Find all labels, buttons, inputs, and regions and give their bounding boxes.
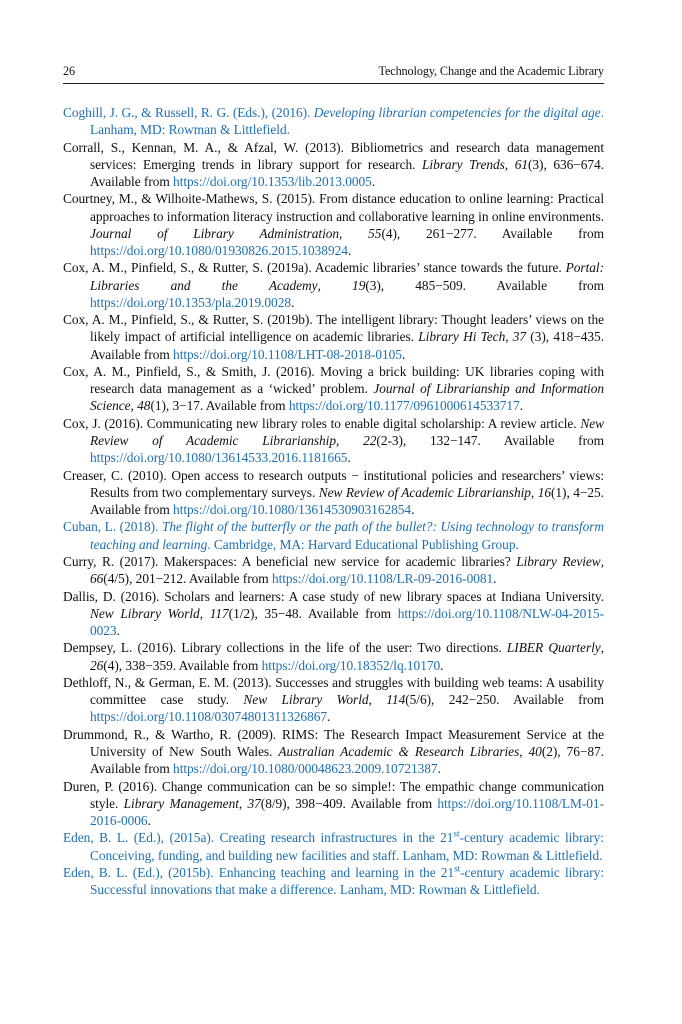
reference-italic-text: 40 (528, 743, 542, 759)
reference-text: Drummond, R., & Wartho, R. (2009). RIMS: The Research Impact Measurement Service at the University of New South Wales. (63, 726, 604, 759)
reference-italic-text: 26 (90, 657, 104, 673)
reference-italic-text: The flight of the butterfly or the path of the bullet?: Using technology to transform teaching and learning (90, 519, 605, 552)
doi-link[interactable]: https://doi.org/10.1353/pla.2019.0028 (90, 294, 291, 310)
reference-text: , (600, 553, 604, 569)
reference-text: Coghill, J. G., & Russell, R. G. (Eds.), (2016). (63, 105, 314, 120)
reference-text: Curry, R. (2017). Makerspaces: A beneficial new service for academic libraries? (63, 553, 517, 569)
reference-italic-text: New Library World (90, 605, 200, 621)
reference-text: . (493, 571, 497, 587)
reference-italic-text: Library Hi Tech (418, 329, 506, 345)
header-rule (63, 83, 604, 84)
reference-text: . Cambridge, MA: Harvard Educational Publishing Group. (207, 536, 519, 552)
reference-italic-text: Library Trends (422, 156, 505, 172)
reference-italic-text: Journal of Library Administration (90, 225, 340, 241)
reference-text: . (401, 346, 406, 362)
reference-text: . (519, 398, 524, 414)
reference-italic-text: 22 (363, 432, 377, 448)
reference-entry (63, 778, 604, 830)
reference-text: Duren, P. (2016). Change communication can be so simple!: The empathic change communication style. (63, 778, 604, 811)
reference-text: Corrall, S., Kennan, M. A., & Afzal, W. (2013). Bibliometrics and research data management services: Emerging trends in library support for research. (63, 139, 604, 172)
reference-text: Dempsey, L. (2016). Library collections in the life of the user: Two directions. (63, 640, 507, 656)
reference-text: . (371, 174, 376, 189)
reference-entry (63, 726, 604, 778)
reference-italic-text: Journal of Librarianship and Information Science (90, 381, 604, 414)
doi-link[interactable]: https://doi.org/10.1108/LM-01-2016-0006 (90, 795, 604, 828)
reference-text: (3), 485−509. Available from (365, 277, 604, 293)
reference-text: , (238, 795, 248, 811)
reference-text: (4/5), 201−212. Available from (103, 571, 272, 587)
reference-text: Eden, B. L. (Ed.), (2015b). Enhancing teaching and learning in the 21 (63, 864, 455, 880)
reference-text: (2), 76−87. Available from (90, 743, 604, 777)
doi-link[interactable]: https://doi.org/10.1080/00048623.2009.10721387 (173, 761, 438, 777)
doi-link[interactable]: https://doi.org/10.1080/13614530903162854 (173, 501, 412, 517)
reference-italic-text: 37 (247, 795, 261, 811)
reference-text: , (199, 605, 210, 621)
reference-text: . (327, 709, 331, 725)
reference-entry[interactable] (63, 864, 604, 898)
reference-text: , (317, 277, 353, 293)
reference-text: (4), 338−359. Available from (103, 657, 262, 673)
reference-text: . (347, 243, 352, 258)
reference-text: (8/9), 398−409. Available from (260, 795, 438, 811)
reference-entry (63, 363, 604, 415)
reference-italic-text: 117 (209, 605, 229, 621)
reference-text: (3), 418−435. Available from (90, 329, 604, 362)
doi-link[interactable]: https://doi.org/10.1108/LHT-08-2018-0105 (173, 346, 402, 362)
reference-text: . Lanham, MD: Rowman & Littlefield. (90, 105, 604, 138)
reference-text: -century academic library: Conceiving, funding, and building new facilities and staff. Lanham, MD: Rowman & Littlefield. (90, 830, 604, 863)
reference-entry (63, 588, 604, 640)
reference-entry[interactable] (63, 829, 604, 863)
reference-text: Eden, B. L. (Ed.), (2015a). Creating research infrastructures in the 21 (63, 830, 454, 846)
reference-text: , (530, 484, 538, 500)
running-header (63, 64, 604, 79)
reference-italic-text: 19 (352, 277, 366, 293)
reference-italic-text: 55 (368, 225, 382, 241)
reference-italic-text: Library Management (123, 795, 239, 811)
reference-italic-text: Library Review (516, 553, 601, 569)
reference-italic-text: New Review of Academic Librarianship (318, 484, 531, 500)
doi-link[interactable]: https://doi.org/10.18352/lq.10170 (261, 657, 441, 673)
reference-text: Cox, J. (2016). Communicating new library roles to enable digital scholarship: A review article. (63, 415, 581, 431)
reference-entry (63, 553, 604, 587)
reference-text: Cox, A. M., Pinfield, S., & Rutter, S. (2019a). Academic libraries’ stance towards the future. (63, 260, 566, 276)
reference-text: Creaser, C. (2010). Open access to research outputs − institutional policies and researchers’ views: Results from two complementary surveys. (63, 467, 604, 500)
reference-text: . (347, 450, 351, 466)
page-number: 26 (63, 64, 75, 78)
reference-italic-text: 114 (386, 692, 406, 708)
reference-text: (4), 261−277. Available from (381, 225, 604, 241)
reference-text: . (440, 657, 444, 673)
reference-italic-text: Developing librarian competencies for the digital age (313, 105, 601, 120)
reference-text: . (437, 761, 441, 777)
reference-entry (63, 639, 604, 673)
reference-text: , (504, 156, 515, 172)
doi-link[interactable]: https://doi.org/10.1108/03074801311326867 (90, 709, 328, 725)
reference-entry (63, 259, 604, 311)
reference-text: Cuban, L. (2018). (63, 519, 162, 535)
doi-link[interactable]: https://doi.org/10.1108/NLW-04-2015-0023 (90, 605, 604, 638)
reference-text: (2-3), 132−147. Available from (376, 432, 604, 448)
reference-italic-text: 66 (90, 571, 104, 587)
reference-text: , (505, 329, 513, 345)
doi-link[interactable]: https://doi.org/10.1108/LR-09-2016-0081 (271, 571, 494, 587)
reference-list (63, 104, 604, 899)
reference-text: Dethloff, N., & German, E. M. (2013). Successes and struggles with building web teams: A usability committee case study. (63, 674, 604, 708)
reference-text: . (411, 501, 415, 517)
running-title: Technology, Change and the Academic Library (378, 64, 604, 78)
reference-text: , (368, 692, 387, 708)
reference-entry (63, 311, 604, 363)
reference-text: Cox, A. M., Pinfield, S., & Smith, J. (2016). Moving a brick building: UK libraries coping with research data management as a ‘wicked’ problem. (63, 363, 604, 397)
reference-italic-text: New Review of Academic Librarianship (90, 415, 604, 448)
reference-text: (5/6), 242−250. Available from (405, 692, 604, 708)
reference-entry (63, 674, 604, 726)
reference-italic-text: LIBER Quarterly (506, 640, 601, 656)
doi-link[interactable]: https://doi.org/10.1353/lib.2013.0005 (173, 174, 372, 189)
ordinal-superscript: st (454, 864, 461, 875)
reference-text: (1/2), 35−48. Available from (228, 605, 398, 621)
reference-text: . (116, 622, 120, 638)
reference-text: , (336, 432, 364, 448)
reference-italic-text: New Library World (243, 692, 369, 708)
reference-text: , (130, 398, 138, 414)
reference-text: (3), 636−674. Available from (90, 156, 604, 189)
reference-entry (63, 139, 604, 191)
reference-italic-text: 61 (514, 156, 528, 172)
reference-italic-text: Australian Academic & Research Libraries (278, 743, 520, 759)
reference-text: . (147, 812, 151, 828)
reference-text: (1), 3−17. Available from (150, 398, 289, 414)
doi-link[interactable]: https://doi.org/10.1080/13614533.2016.1181665 (90, 450, 348, 466)
reference-entry (63, 190, 604, 259)
reference-italic-text: 48 (137, 398, 151, 414)
reference-entry[interactable] (63, 104, 604, 138)
ordinal-superscript: st (453, 829, 460, 840)
reference-entry (63, 415, 604, 467)
reference-text: . (291, 294, 295, 310)
reference-italic-text: Portal: Libraries and the Academy (90, 260, 604, 293)
reference-entry (63, 467, 604, 519)
reference-text: , (519, 743, 529, 759)
reference-italic-text: 16 (537, 484, 551, 500)
doi-link[interactable]: https://doi.org/10.1080/01930826.2015.1038924 (90, 243, 348, 258)
reference-text: -century academic library: Successful innovations that make a difference. Lanham, MD: Rowman & Littlefield. (90, 864, 604, 898)
reference-entry[interactable] (63, 518, 604, 552)
doi-link[interactable]: https://doi.org/10.1177/0961000614533717 (288, 398, 520, 414)
reference-text: , (600, 640, 604, 656)
reference-italic-text: 37 (512, 329, 527, 345)
reference-text: Courtney, M., & Wilhoite-Mathews, S. (2015). From distance education to online learning: Practical approaches to information literacy instruction and collaborative learning in online environments. (63, 191, 604, 224)
reference-text: , (339, 225, 369, 241)
reference-text: Dallis, D. (2016). Scholars and learners: A case study of new library spaces at Indiana University. (63, 588, 604, 604)
reference-text: Cox, A. M., Pinfield, S., & Rutter, S. (2019b). The intelligent library: Thought leaders’ views on the likely impact of artificial intelligence on academic libraries. (63, 312, 604, 345)
reference-text: (1), 4−25. Available from (90, 484, 604, 517)
